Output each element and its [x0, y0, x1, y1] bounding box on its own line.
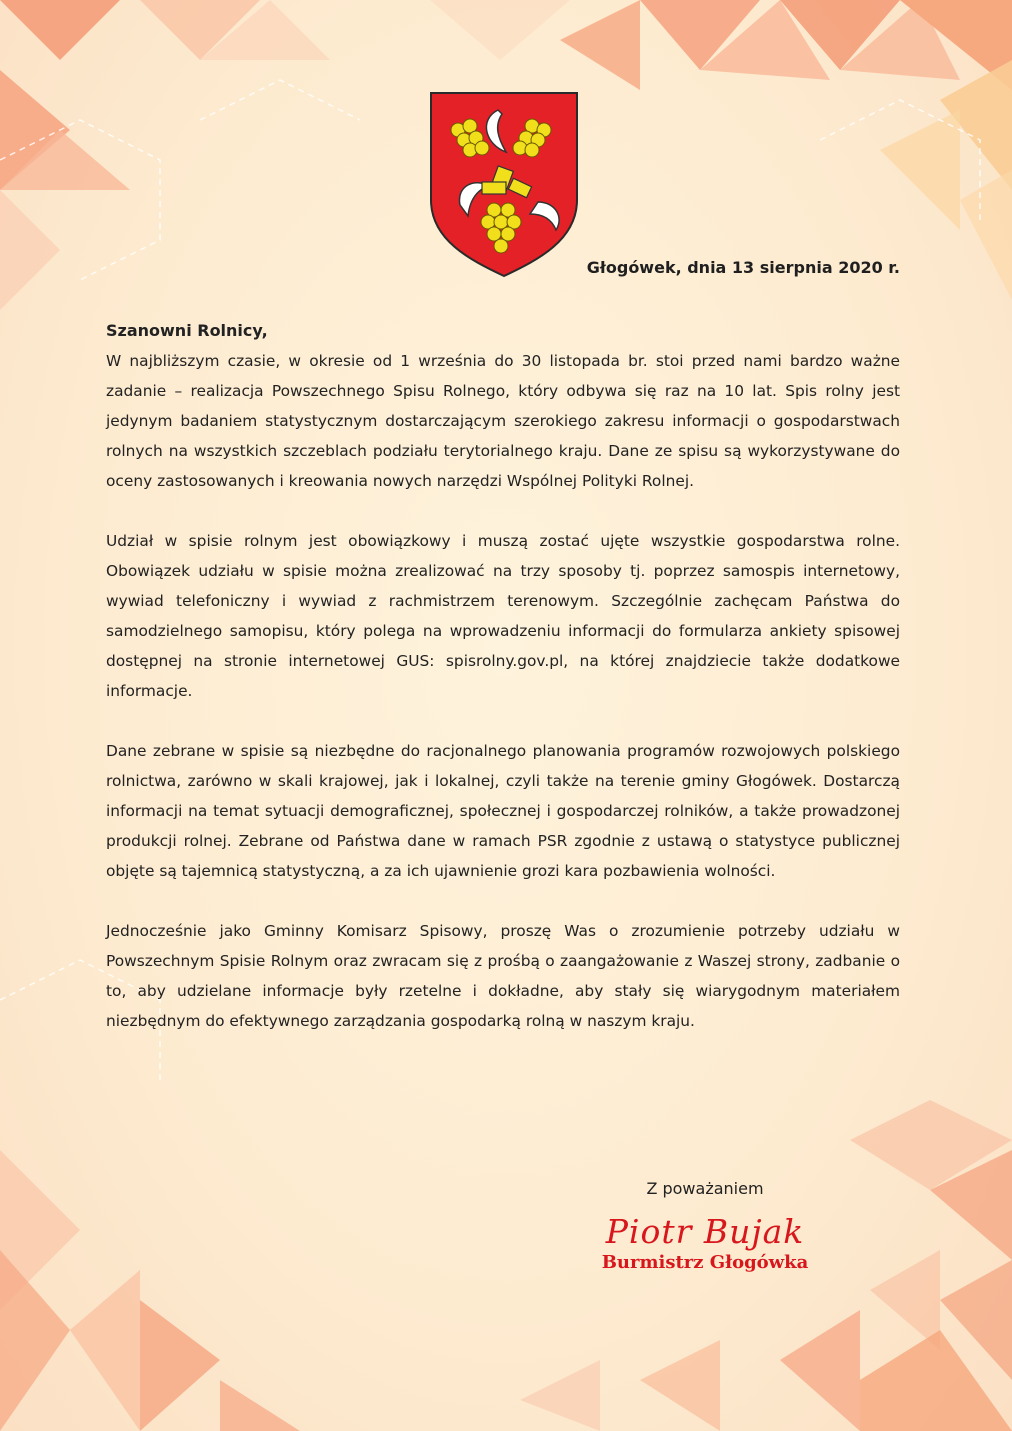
paragraph: Udział w spisie rolnym jest obowiązkowy i muszą zostać ujęte wszystkie gospodarstwa rolne. Obowiązek udziału w spisie można zrealizować na trzy sposoby tj. poprzez samospis internetowy, wywiad telefoniczny i wywiad z rachmistrzem terenowym. Szczególnie zachęcam Państwa do samodzielnego samopisu, który polega na wprowadzeniu informacji do formularza ankiety spisowej dostępnej na stronie internetowej GUS: spisrolny.gov.pl, na której znajdziecie także dodatkowe informacje.: [106, 532, 900, 700]
signature-name: Piotr Bujak: [605, 1212, 805, 1251]
closing-phrase: Z poważaniem: [646, 1179, 764, 1198]
signatory-title: Burmistrz Głogówka: [601, 1252, 809, 1273]
coat-of-arms-icon: [428, 90, 580, 278]
salutation: Szanowni Rolnicy,: [106, 321, 268, 340]
date-line: Głogówek, dnia 13 sierpnia 2020 r.: [586, 258, 900, 277]
letter-body: [106, 316, 900, 1066]
signature-block: [560, 1176, 850, 1273]
paragraph: Dane zebrane w spisie są niezbędne do racjonalnego planowania programów rozwojowych polskiego rolnictwa, zarówno w skali krajowej, jak i lokalnej, czyli także na terenie gminy Głogówek. Dostarczą informacji na temat sytuacji demograficznej, społecznej i gospodarczej rolników, a także prowadzonej produkcji rolnej. Zebrane od Państwa dane w ramach PSR zgodnie z ustawą o statystyce publicznej objęte są tajemnicą statystyczną, a za ich ujawnienie grozi kara pozbawienia wolności.: [106, 742, 900, 880]
paragraph: Jednocześnie jako Gminny Komisarz Spisowy, proszę Was o zrozumienie potrzeby udziału w Powszechnym Spisie Rolnym oraz zwracam się z prośbą o zaangażowanie z Waszej strony, zadbanie o to, aby udzielane informacje były rzetelne i dokładne, aby stały się wiarygodnym materiałem niezbędnym do efektywnego zarządzania gospodarką rolną w naszym kraju.: [106, 922, 900, 1030]
paragraph: W najbliższym czasie, w okresie od 1 września do 30 listopada br. stoi przed nami bardzo ważne zadanie – realizacja Powszechnego Spisu Rolnego, który odbywa się raz na 10 lat. Spis rolny jest jedynym badaniem statystycznym dostarczającym szerokiego zakresu informacji o gospodarstwach rolnych na wszystkich szczeblach podziału terytorialnego kraju. Dane ze spisu są wykorzystywane do oceny zastosowanych i kreowania nowych narzędzi Wspólnej Polityki Rolnej.: [106, 352, 900, 490]
